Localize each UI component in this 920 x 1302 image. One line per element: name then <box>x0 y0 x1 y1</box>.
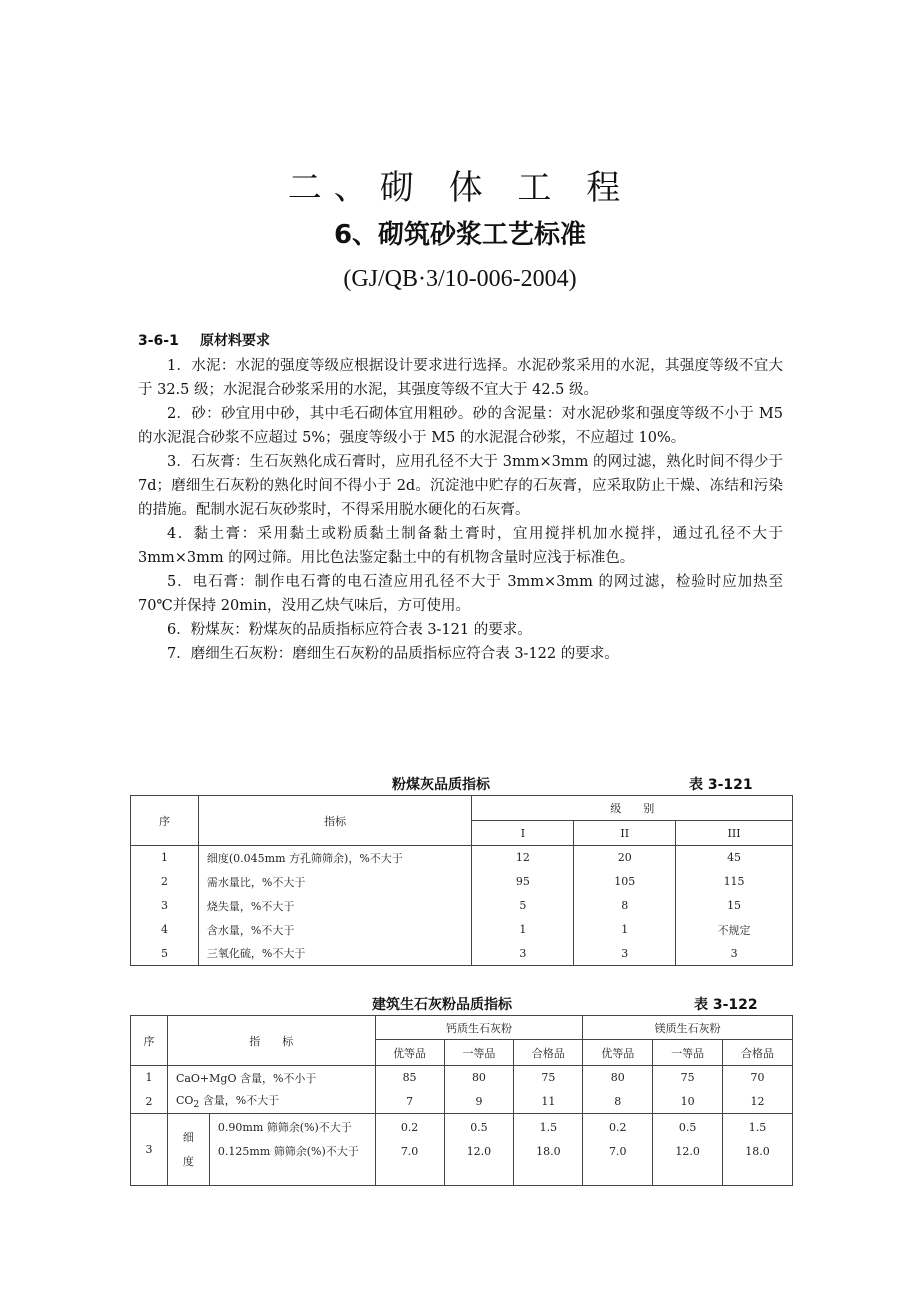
table-cell: 不规定 <box>676 918 793 942</box>
table1-header-grade: 级 别 <box>472 796 793 821</box>
table-value: 1.5 <box>539 1121 558 1134</box>
table-value: 12.0 <box>466 1145 492 1158</box>
paragraph-quicklime-powder: 7．磨细生石灰粉：磨细生石灰粉的品质指标应符合表 3-122 的要求。 <box>167 646 619 662</box>
table1-grade-ii: II <box>574 821 676 846</box>
table2-subheader: 合格品 <box>514 1040 583 1066</box>
table-cell <box>167 1090 375 1114</box>
table-cell: 115 <box>676 870 793 894</box>
chapter-title: 二、砌 体 工 程 <box>287 168 633 208</box>
table-cell: 5 <box>131 942 199 966</box>
table1-header-index: 指标 <box>198 796 472 846</box>
table-cell: 3 <box>472 942 574 966</box>
table-cell: 含水量，%不大于 <box>198 918 472 942</box>
table2-subheader: 优等品 <box>375 1040 444 1066</box>
table-cell: 2 <box>131 1090 168 1114</box>
paragraph-clay-paste: 4．黏土膏：采用黏土或粉质黏土制备黏土膏时，宜用搅拌机加水搅拌，通过孔径不大于 3mm×3mm 的网过筛。用比色法鉴定黏土中的有机物含量时应浅于标准色。 <box>138 526 783 566</box>
table-cell: 80 <box>583 1066 653 1090</box>
table2-header-seq: 序 <box>131 1016 168 1066</box>
table-cell: 12 <box>723 1090 793 1114</box>
table2-header-calcium: 钙质生石灰粉 <box>375 1016 583 1040</box>
table-row <box>131 894 793 918</box>
table-cell: CaO+MgO 含量，%不小于 <box>167 1066 375 1090</box>
table1-caption: 粉煤灰品质指标 <box>392 777 490 793</box>
table-cell: 15 <box>676 894 793 918</box>
table-cell: 3 <box>131 894 199 918</box>
table2-subheader: 一等品 <box>653 1040 723 1066</box>
table-cell: 5 <box>472 894 574 918</box>
table1-grade-iii: III <box>676 821 793 846</box>
table2-number: 表 3-122 <box>694 997 758 1013</box>
table-row <box>131 1114 793 1186</box>
table-row <box>131 1090 793 1114</box>
table-cell: 85 <box>375 1066 444 1090</box>
table-cell: 20 <box>574 846 676 870</box>
table-cell: 3 <box>574 942 676 966</box>
table-value: 18.0 <box>536 1145 561 1158</box>
table-cell: 1 <box>131 1066 168 1090</box>
table-cell: 8 <box>583 1090 653 1114</box>
sieve-090-label: 0.90mm 筛筛余(%)不大于 <box>217 1121 352 1134</box>
table2-header-index: 指 标 <box>167 1016 375 1066</box>
table-cell: 11 <box>514 1090 583 1114</box>
table-cell: 9 <box>444 1090 514 1114</box>
standard-title: 6、砌筑砂浆工艺标准 <box>333 220 587 250</box>
table-cell: 12 <box>472 846 574 870</box>
table-cell: 2 <box>131 870 199 894</box>
table-cell: 105 <box>574 870 676 894</box>
table-cell: 7 <box>375 1090 444 1114</box>
table1-number: 表 3-121 <box>689 777 753 793</box>
co2-label: CO <box>175 1094 194 1108</box>
paragraph-lime-putty: 3．石灰膏：生石灰熟化成石膏时，应用孔径不大于 3mm×3mm 的网过滤，熟化时间不得少于 7d；磨细生石灰粉的熟化时间不得小于 2d。沉淀池中贮存的石灰膏，应采取防止干燥、冻结和污染的措施。配制水泥石灰砂浆时，不得采用脱水硬化的石灰膏。 <box>138 454 783 518</box>
section-heading <box>138 330 270 350</box>
paragraph-carbide-paste: 5．电石膏：制作电石膏的电石渣应用孔径不大于 3mm×3mm 的网过滤，检验时应加热至 70℃并保持 20min，没用乙炔气味后，方可使用。 <box>138 574 783 614</box>
table-cell: 细度(0.045mm 方孔筛筛余)，%不大于 <box>198 846 472 870</box>
table2-header-magnesium: 镁质生石灰粉 <box>583 1016 793 1040</box>
table-cell: 需水量比，%不大于 <box>198 870 472 894</box>
table-value: 0.5 <box>470 1121 488 1134</box>
paragraph-fly-ash: 6．粉煤灰：粉煤灰的品质指标应符合表 3-121 的要求。 <box>167 622 532 638</box>
table-value: 1.5 <box>748 1121 767 1134</box>
table-value: 0.2 <box>608 1121 627 1134</box>
table-value: 7.0 <box>400 1145 419 1158</box>
table-cell: 三氧化硫，%不大于 <box>198 942 472 966</box>
section-title: 原材料要求 <box>200 333 270 349</box>
table-row <box>131 846 793 870</box>
table-cell: 1 <box>472 918 574 942</box>
table-row <box>131 918 793 942</box>
table-cell: 1 <box>131 846 199 870</box>
table-value: 12.0 <box>675 1145 700 1158</box>
table-cell <box>723 1114 793 1186</box>
table-value: 18.0 <box>745 1145 770 1158</box>
table-cell <box>583 1114 653 1186</box>
table-cell: 45 <box>676 846 793 870</box>
table-value: 7.0 <box>608 1145 627 1158</box>
table2-subheader: 一等品 <box>444 1040 514 1066</box>
table-row <box>131 942 793 966</box>
table-row <box>131 870 793 894</box>
table-cell: 10 <box>653 1090 723 1114</box>
sieve-0125-label: 0.125mm 筛筛余(%)不大于 <box>217 1145 359 1158</box>
table-cell: 80 <box>444 1066 514 1090</box>
co2-subscript: 2 <box>193 1099 200 1111</box>
table-value: 0.5 <box>678 1121 697 1134</box>
table1-header-seq: 序 <box>131 796 199 846</box>
table-cell <box>514 1114 583 1186</box>
co2-label-suffix: 含量，%不大于 <box>199 1094 280 1108</box>
table-cell: 3 <box>131 1114 168 1186</box>
table-cell <box>653 1114 723 1186</box>
table-cell: 1 <box>574 918 676 942</box>
fineness-sublabels <box>209 1114 375 1186</box>
table-cell <box>444 1114 514 1186</box>
table-cell: 4 <box>131 918 199 942</box>
table2-caption: 建筑生石灰粉品质指标 <box>372 997 512 1013</box>
table-cell: 75 <box>514 1066 583 1090</box>
table-cell: 8 <box>574 894 676 918</box>
table-row <box>131 1066 793 1090</box>
paragraph-sand: 2．砂：砂宜用中砂，其中毛石砌体宜用粗砂。砂的含泥量：对水泥砂浆和强度等级不小于 M5 的水泥混合砂浆不应超过 5%；强度等级小于 M5 的水泥混合砂浆，不应超过 10%。 <box>138 406 783 446</box>
table-cell <box>375 1114 444 1186</box>
quicklime-powder-quality-table <box>130 1015 793 1186</box>
fly-ash-quality-table <box>130 795 793 966</box>
section-number: 3-6-1 <box>138 333 179 349</box>
table-cell: 95 <box>472 870 574 894</box>
table1-grade-i: I <box>472 821 574 846</box>
fineness-label: 细度 <box>167 1114 209 1186</box>
table-cell: 烧失量，%不大于 <box>198 894 472 918</box>
paragraph-cement: 1．水泥：水泥的强度等级应根据设计要求进行选择。水泥砂浆采用的水泥，其强度等级不宜大于 32.5 级；水泥混合砂浆采用的水泥，其强度等级不宜大于 42.5 级。 <box>138 358 783 398</box>
body-text <box>138 354 783 666</box>
table-value: 0.2 <box>400 1121 419 1134</box>
table2-subheader: 合格品 <box>723 1040 793 1066</box>
standard-code: (GJ/QB·3/10-006-2004) <box>343 266 577 292</box>
table-cell: 75 <box>653 1066 723 1090</box>
table2-subheader: 优等品 <box>583 1040 653 1066</box>
table-cell: 70 <box>723 1066 793 1090</box>
table-cell: 3 <box>676 942 793 966</box>
